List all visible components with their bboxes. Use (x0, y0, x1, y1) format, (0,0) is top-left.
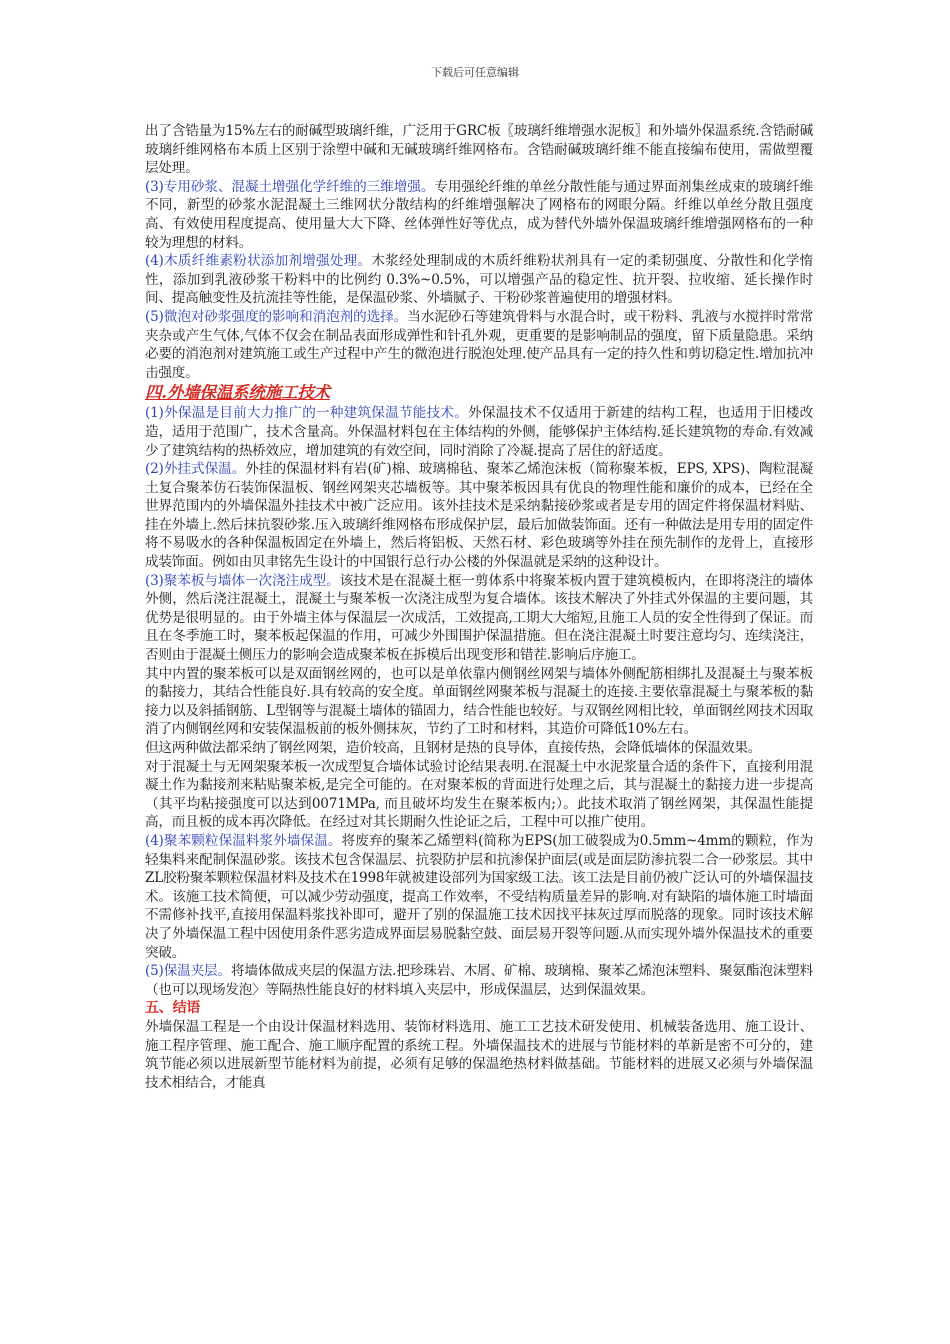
page-header-note: 下载后可任意编辑 (431, 66, 519, 79)
paragraph-4-4 (145, 832, 813, 962)
paragraph-4-3 (145, 572, 813, 665)
paragraph-conclusion: 外墙保温工程是一个由设计保温材料选用、装饰材料选用、施工工艺技术研发使用、机械装备选用、施工设计、施工程序管理、施工配合、施工顺序配置的系统工程。外墙保温技术的进展与节能材料的革新是密不可分的，建筑节能必须以进展新型节能材料为前提，必须有足够的保温绝热材料做基础。节能材料的进展又必须与外墙保温技术相结合，才能真 (145, 1018, 813, 1091)
item-heading: (3)聚苯板与墙体一次浇注成型。 (145, 572, 340, 589)
item-body: 木浆经处理制成的木质纤维粉状剂具有一定的柔韧强度、分散性和化学惰性，添加到乳液砂浆干粉料中的比例约 0.3%~0.5%，可以增强产品的稳定性、抗开裂、拉收缩、延长操作时间、提高触变性及抗流挂等性能，是保温砂浆、外墙腻子、干粉砂浆普遍使用的增强材料。 (145, 253, 813, 307)
paragraph-4-1 (145, 404, 813, 460)
item-heading: (1)外保温是目前大力推广的一种建筑保温节能技术。 (145, 405, 469, 422)
paragraph-5-defoamer (145, 308, 813, 382)
item-body: 将墙体做成夹层的保温方法.把珍珠岩、木屑、矿棉、玻璃棉、聚苯乙烯泡沫塑料、聚氨酯泡沫塑料（也可以现场发泡〉等隔热性能良好的材料填入夹层中，形成保温层，达到保温效果。 (145, 963, 814, 998)
item-body: 当水泥砂石等建筑骨料与水混合时，或干粉料、乳液与水搅拌时常常夹杂或产生气体,气体不仅会在制品表面形成弹性和针孔外观，更重要的是影响制品的强度，留下质量隐患。采纳必要的消泡剂对建筑施工或生产过程中产生的微泡进行脱泡处理.使产品具有一定的持久性和剪切稳定性.增加抗冲击强度。 (145, 308, 813, 381)
item-body: 将废弃的聚苯乙烯塑料(简称为EPS(加工破裂成为0.5mm~4mm的颗粒，作为轻集料来配制保温砂浆。该技术包含保温层、抗裂防护层和抗渗保护面层(或是面层防渗抗裂二合一砂浆层。其中ZL胶粉聚苯颗粒保温材料及技术在1998年就被建设部列为国家级工法。该工法是目前仍被广泛认可的外墙保温技术。该施工技术简便，可以减少劳动强度，提高工作效率，不受结构质量差异的影响.对有缺陷的墙体施工时墙面不需修补找平,直接用保温料浆找补即可，避开了别的保温施工技术因找平抹灰过厚而脱落的现象。同时该技术解决了外墙保温工程中因使用条件恶劣造成界面层易脱黏空鼓、面层易开裂等问题.从而实现外墙外保温技术的重要突破。 (145, 832, 814, 961)
paragraph-3-fiber (145, 178, 813, 252)
item-heading: (5)保温夹层。 (145, 963, 231, 980)
item-heading: (2)外挂式保温。 (145, 461, 246, 478)
section-4-title: 四.外墙保温系统施工技术 (145, 383, 330, 403)
paragraph-4-3-c: 对于混凝土与无网架聚苯板一次成型复合墙体试验讨论结果表明.在混凝土中水泥浆量合适的条件下，直接利用混凝土作为黏接剂来粘贴聚苯板,是完全可能的。在对聚苯板的背面进行处理之后，其与混凝土的黏接力进一步提高（其平均粘接强度可以达到0071MPa, 而且破坏均发生在聚苯板内;）。此技术取消了钢丝网架，其保温性能提高，而且板的成本再次降低。在经过对其长期耐久性论证之后，工程中可以推广使用。 (145, 758, 813, 831)
section-5-title: 五、结语 (145, 1000, 201, 1017)
item-heading: (3)专用砂浆、混凝土增强化学纤维的三维增强。 (145, 178, 435, 195)
paragraph-4-wood-fiber (145, 252, 813, 308)
item-body: 专用强纶纤维的单丝分散性能与通过界面剂集丝成束的玻璃纤维不同，新型的砂浆水泥混凝土三维网状分散结构的纤维增强解决了网格布的网眼分隔。纤维以单丝分散且强度高、有效使用程度提高、使用量大大下降、丝体弹性好等优点，成为替代外墙外保温玻璃纤维增强网格布的一种较为理想的材料。 (145, 178, 814, 251)
item-body: 该技术是在混凝土框一剪体系中将聚苯板内置于建筑模板内，在即将浇注的墙体外侧，然后浇注混凝土，混凝土与聚苯板一次浇注成型为复合墙体。该技术解决了外挂式外保温的主要问题，其优势是很明显的。由于外墙主体与保温层一次成活，工效提高,工期大大缩短,且施工人员的安全性得到了保证。而且在冬季施工时，聚苯板起保温的作用，可减少外围围护保温措施。但在浇注混凝土时要注意均匀、连续浇注，否则由于混凝土侧压力的影响会造成聚苯板在拆模后出现变形和错茬.影响后序施工。 (145, 572, 813, 664)
paragraph-4-3-b: 但这两种做法都采纳了钢丝网架，造价较高，且钢材是热的良导体，直接传热，会降低墙体的保温效果。 (145, 740, 762, 756)
item-heading: (4)木质纤维素粉状添加剂增强处理。 (145, 253, 372, 270)
paragraph-4-2 (145, 460, 813, 572)
intro-paragraph: 出了含锆量为15%左右的耐碱型玻璃纤维，广泛用于GRC板〖玻璃纤维增强水泥板〗和外墙外保温系统.含锆耐碱玻璃纤维网格布本质上区别于涂塑中碱和无碱玻璃纤维网格布。含锆耐碱玻璃纤维不能直接编布使用，需做塑覆层处理。 (145, 123, 813, 177)
item-body: 外挂的保温材料有岩(矿)棉、玻璃棉毡、聚苯乙烯泡沫板（简称聚苯板，EPS, XPS)、陶粒混凝土复合聚苯仿石装饰保温板、钢丝网架夹芯墙板等。其中聚苯板因具有优良的物理性能和廉价的成本，已经在全世界范围内的外墙保温外挂技术中被广泛应用。该外挂技术是采纳黏接砂浆或者是专用的固定件将保温材料贴、挂在外墙上.然后抹抗裂砂浆.压入玻璃纤维网格布形成保护层，最后加做装饰面。还有一种做法是用专用的固定件将不易吸水的各种保温板固定在外墙上，然后将铝板、天然石材、彩色玻璃等外挂在预先制作的龙骨上，直接形成装饰面。例如由贝聿铭先生设计的中国银行总行办公楼的外保温就是采纳的这种设计。 (145, 461, 813, 571)
item-heading: (4)聚苯颗粒保温料浆外墙保温。 (145, 832, 342, 849)
item-heading: (5)微泡对砂浆强度的影响和消泡剂的选择。 (145, 308, 408, 325)
paragraph-4-3-a: 其中内置的聚苯板可以是双面钢丝网的，也可以是单依靠内侧钢丝网架与墙体外侧配筋相绑扎及混凝土与聚苯板的黏接力，其结合性能良好.具有较高的安全度。单面钢丝网聚苯板与混凝土的连接.主要依靠混凝土与聚苯板的黏接力以及斜插钢筋、L型钢等与混凝土墙体的锚固力，结合性能也较好。与双钢丝网相比较，单面钢丝网技术因取消了内侧钢丝网和安装保温板前的板外侧抹灰，节约了工时和材料，其造价可降低10%左右。 (145, 665, 813, 738)
paragraph-4-5 (145, 962, 813, 999)
item-body: 外保温技术不仅适用于新建的结构工程，也适用于旧楼改造，适用于范围广，技术含量高。外保温材料包在主体结构的外侧，能够保护主体结构.延长建筑物的寿命.有效减少了建筑结构的热桥效应，增加建筑的有效空间，同时消除了冷凝.提高了居住的舒适度。 (145, 405, 813, 459)
document-body (145, 122, 813, 1092)
